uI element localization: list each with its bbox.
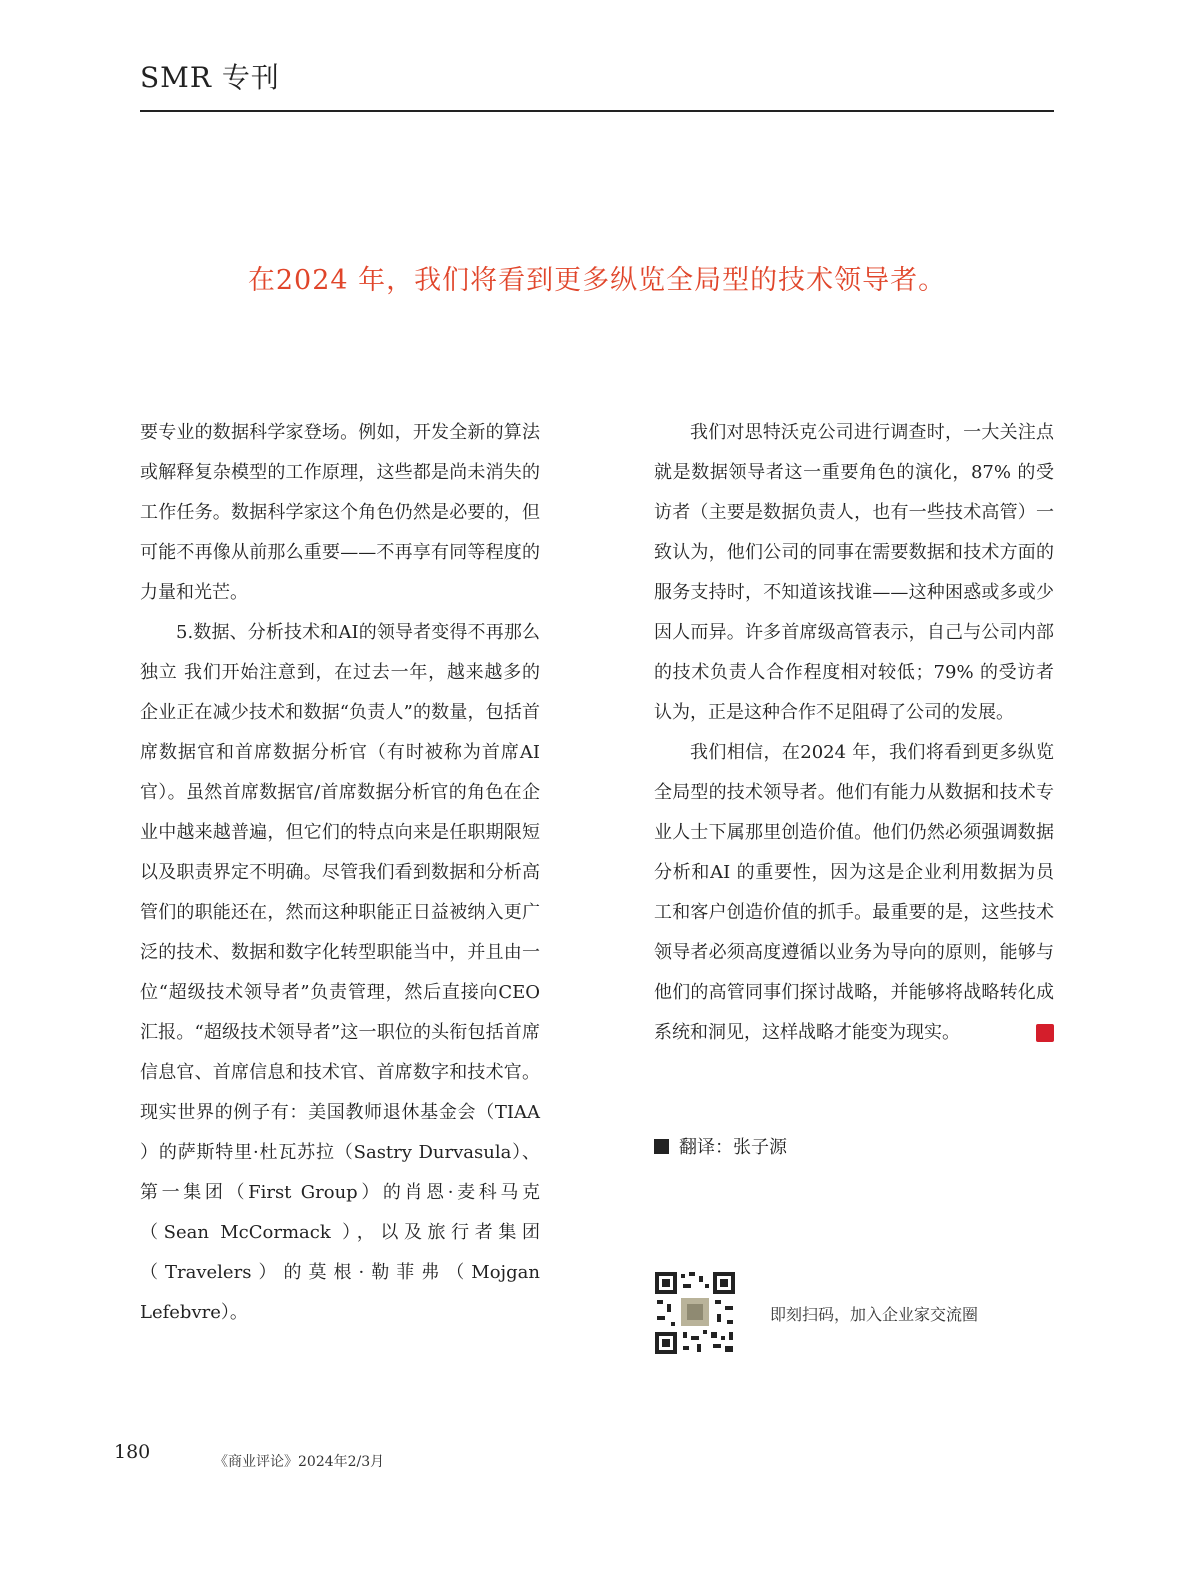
qr-code-icon[interactable]: [653, 1270, 737, 1356]
right-paragraph-1: 我们对思特沃克公司进行调查时，一大关注点就是数据领导者这一重要角色的演化，87% 的受访者（主要是数据负责人，也有一些技术高管）一致认为，他们公司的同事在需要数据和技术方面的服务支持时，不知道该找谁——这种困惑或多或少因人而异。许多首席级高管表示，自己与公司内部的技术负责人合作程度相对较低；79% 的受访者认为，正是这种合作不足阻碍了公司的发展。: [654, 422, 1054, 723]
bullet-square-icon: [654, 1139, 669, 1154]
publication-source: 《商业评论》2024年2/3月: [214, 1454, 385, 1470]
right-paragraph-2-text: 我们相信，在2024 年，我们将看到更多纵览全局型的技术领导者。他们有能力从数据和技术专业人士下属那里创造价值。他们仍然必须强调数据分析和AI 的重要性，因为这是企业利用数据为员工和客户创造价值的抓手。最重要的是，这些技术领导者必须高度遵循以业务为导向的原则，能够与他们的高管同事们探讨战略，并能够将战略转化成系统和洞见，这样战略才能变为现实。: [654, 742, 1054, 1043]
qr-caption: 即刻扫码，加入企业家交流圈: [770, 1305, 979, 1324]
translator-credit: [654, 1128, 787, 1168]
page-number: 180: [114, 1441, 151, 1463]
article-end-mark-icon: [1036, 1024, 1054, 1042]
right-column: [654, 413, 1054, 1053]
left-column: [140, 413, 540, 1333]
section-title: SMR 专刊: [140, 61, 280, 94]
pull-quote: 在2024 年，我们将看到更多纵览全局型的技术领导者。: [247, 265, 947, 296]
left-paragraph-2: 5.数据、分析技术和AI的领导者变得不再那么独立 我们开始注意到，在过去一年，越来越多的企业正在减少技术和数据“负责人”的数量，包括首席数据官和首席数据分析官（有时被称为首席AI 官）。虽然首席数据官/首席数据分析官的角色在企业中越来越普遍，但它们的特点向来是任职期限短以及职责界定不明确。尽管我们看到数据和分析高管们的职能还在，然而这种职能正日益被纳入更广泛的技术、数据和数字化转型职能当中，并且由一位“超级技术领导者”负责管理，然后直接向CEO 汇报。“超级技术领导者”这一职位的头衔包括首席信息官、首席信息和技术官、首席数字和技术官。现实世界的例子有：美国教师退休基金会（TIAA ）的萨斯特里·杜瓦苏拉（Sastry Durvasula）、第一集团（First Group）的肖恩·麦科马克（Sean McCormack ），以及旅行者集团（Travelers）的莫根·勒菲弗（Mojgan Lefebvre）。: [140, 622, 540, 1323]
translator-text: 翻译：张子源: [679, 1137, 787, 1158]
page-header: [140, 52, 1054, 112]
right-paragraph-2: [654, 733, 1054, 1053]
left-paragraph-1: 要专业的数据科学家登场。例如，开发全新的算法或解释复杂模型的工作原理，这些都是尚未消失的工作任务。数据科学家这个角色仍然是必要的，但可能不再像从前那么重要——不再享有同等程度的力量和光芒。: [140, 422, 540, 603]
